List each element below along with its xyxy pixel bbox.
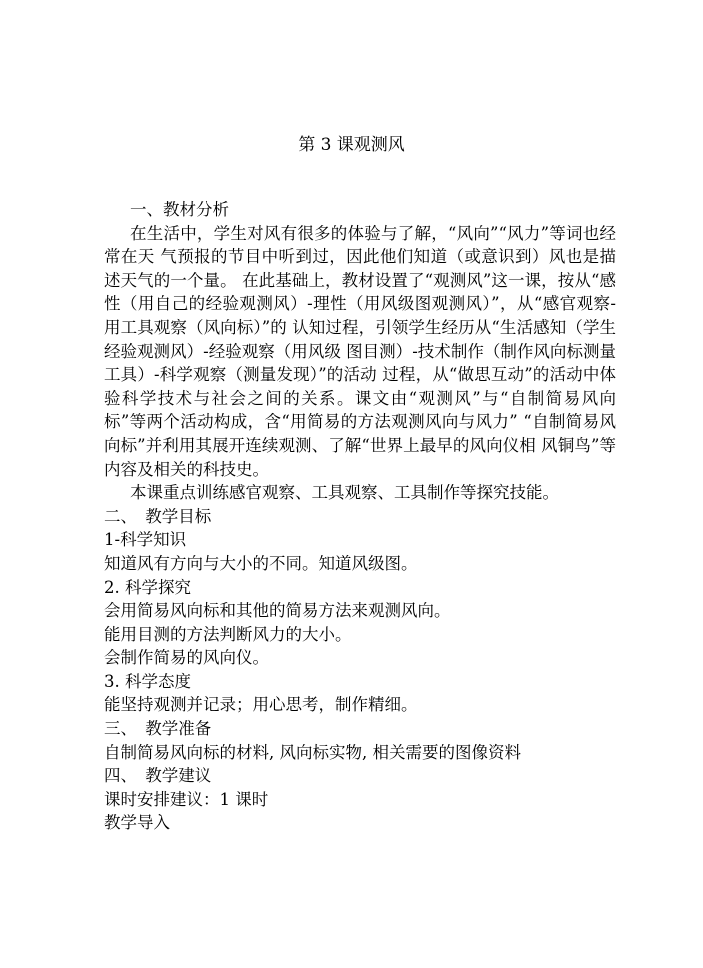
subheading-knowledge: 1-科学知识: [104, 530, 187, 550]
document-body: [104, 198, 616, 835]
text-lesson-hours: 课时安排建议：1 课时: [104, 789, 269, 809]
text-inquiry-3: 会制作简易的风向仪。: [104, 648, 269, 668]
text-inquiry-1: 会用简易风向标和其他的简易方法来观测风向。: [104, 601, 451, 621]
section-heading-2: 二、 教学目标: [104, 506, 212, 526]
section-heading-3: 三、 教学准备: [104, 719, 212, 739]
paragraph-analysis: 在生活中，学生对风有很多的体验与了解，“风向”“风力”等词也经常在天 气预报的节目中听到过，因此他们知道（或意识到）风也是描述天气的一个量。 在此基础上，教材设置了“观测风”这一课，按从“感性（用自己的经验观测风）-理性（用风级图观测风）”，从“感官观察-用工具观察（风向标）”的 认知过程，引领学生经历从“生活感知（学生经验观测风）-经验观察（用风级 图目测）-技术制作（制作风向标测量工具）-科学观察（测量发现）”的活动 过程，从“做思互动”的活动中体验科学技术与社会之间的关系。课文由“观测风”与“自制简易风向标”等两个活动构成，含“用简易的方法观测风向与风力” “自制简易风向标”并利用其展开连续观测、了解“世界上最早的风向仪相 风铜鸟”等内容及相关的科技史。: [104, 223, 616, 479]
section-heading-4: 四、 教学建议: [104, 766, 212, 786]
subheading-attitude: 3. 科学态度: [104, 671, 191, 691]
text-introduction: 教学导入: [104, 813, 170, 833]
section-heading-1: 一、教材分析: [130, 200, 229, 219]
text-preparation: 自制简易风向标的材料, 风向标实物, 相关需要的图像资料: [104, 742, 521, 762]
text-inquiry-2: 能用目测的方法判断风力的大小。: [104, 624, 352, 644]
text-knowledge: 知道风有方向与大小的不同。知道风级图。: [104, 553, 418, 573]
document-title: 第 3 课观测风: [298, 135, 405, 155]
paragraph-focus: 本课重点训练感官观察、工具观察、工具制作等探究技能。: [130, 483, 559, 503]
subheading-inquiry: 2. 科学探究: [104, 577, 191, 597]
text-attitude: 能坚持观测并记录；用心思考，制作精细。: [104, 695, 418, 715]
